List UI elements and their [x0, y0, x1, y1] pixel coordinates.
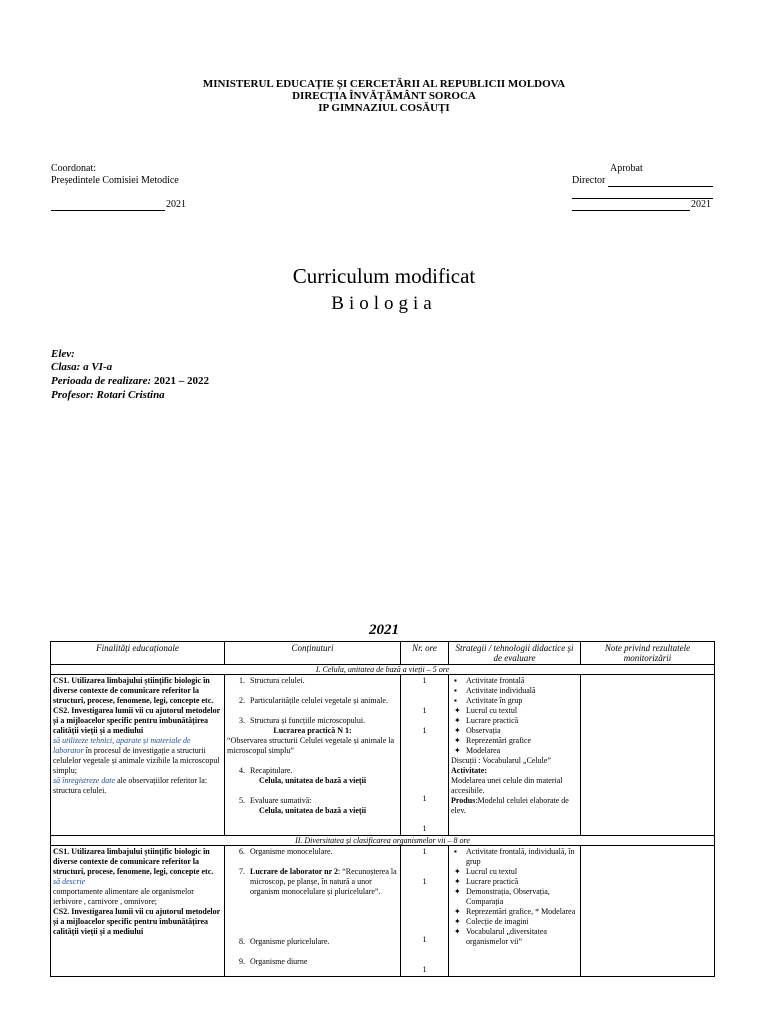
s2-strat-star-2: ✦ Lucrare practică [454, 877, 519, 886]
s1-strat-bullet-2: ▪ Activitate individuală [454, 686, 536, 695]
s1-cs2: CS2. Investigarea lumii vii cu ajutorul metodelor și a mijloacelor specific pentru îmbunătățirea calității vieții și a mediului [53, 706, 221, 735]
school-header: IP GIMNAZIUL COSĂUȚI [318, 102, 450, 114]
period-label: Perioada de realizare: [51, 375, 152, 387]
table-row [51, 675, 715, 836]
coordonat-signature-line [51, 210, 165, 211]
s2-cs2: CS2. Investigarea lumii vii cu ajutorul metodelor și a mijloacelor specific pentru îmbunătățirea calității vieții și a mediului [53, 907, 221, 936]
s1-content-3: 3. Structura și funcțiile microscopului. [239, 716, 366, 725]
s1-hour-1: 1 [422, 676, 427, 685]
header-note: Note privind rezultatele monitorizării [581, 642, 715, 665]
document-title: Curriculum modificat [292, 264, 476, 288]
s1-strategii-cell [449, 675, 581, 836]
elev-label: Elev: [51, 348, 75, 360]
s2-hour-3: 1 [422, 935, 427, 944]
header-nr-ore: Nr. ore [401, 642, 449, 665]
coordonat-year: 2021 [166, 199, 186, 210]
s1-strat-star-1: ✦ Lucrul cu textul [454, 706, 518, 715]
s2-content-9: 9. Organisme diurne [239, 957, 308, 966]
aprobat-year: 2021 [691, 199, 711, 210]
s1-lp-text: “Observarea structurii Celulei vegetale și animale la microscopul simplu” [227, 736, 395, 755]
s1-produs: Produs:Modelul celulei elaborate de elev. [451, 796, 569, 815]
s2-cs1: CS1. Utilizarea limbajului științific biologic în diverse contexte de comunicare referitor la structuri, procese, fenomene, legi, concepte etc. [53, 847, 214, 876]
s2-strategii-cell [449, 846, 581, 977]
s1-content-5: 5. Evaluare sumativă: [239, 796, 312, 805]
s2-strat-bullet-1: ▪ Activitate frontală, individuală, în grup [454, 847, 575, 866]
coordonat-role: Președintele Comisiei Metodice [51, 175, 179, 186]
s1-strat-star-2: ✦ Lucrare practică [454, 716, 519, 725]
s1-strat-star-5: ✦ Modelarea [454, 746, 501, 755]
s1-objective-1-verb: să utilizeze tehnici, aparate și materiale de laborator [53, 736, 191, 755]
direction-header: DIRECȚIA ÎNVĂȚĂMÂNT SOROCA [292, 90, 476, 102]
coordonat-label: Coordonat: [51, 163, 96, 174]
s1-cs1: CS1. Utilizarea limbajului științific biologic în diverse contexte de comunicare referitor la structuri, procese, fenomene, legi, concepte etc. [53, 676, 214, 705]
aprobat-date-line [572, 210, 690, 211]
s2-hours-cell [401, 846, 449, 977]
s1-hour-4: 1 [422, 794, 427, 803]
s2-hour-4: 1 [422, 965, 427, 974]
class-label: Clasa: a VI-a [51, 361, 113, 373]
s1-note-cell [581, 675, 715, 836]
s2-content-7: 7. Lucrare de laborator nr 2: “Recunoșterea la microscop, pe planșe, în natură a unor organism monocelulare și pluricelulare”. [239, 867, 397, 896]
s1-hour-3: 1 [422, 726, 427, 735]
table-row [51, 846, 715, 977]
s1-activitate-label: Activitate: [451, 766, 487, 775]
year-heading: 2021 [369, 622, 399, 638]
s1-lp-title: Lucrarea practică N 1: [273, 726, 352, 735]
s1-objective-3: structura celulei. [53, 786, 107, 795]
header-strategii: Strategii / tehnologii didactice și de evaluare [449, 642, 581, 665]
s2-note-cell [581, 846, 715, 977]
teacher-label: Profesor: Rotari Cristina [51, 389, 165, 401]
period-value: 2021 – 2022 [151, 375, 209, 387]
s1-hour-5: 1 [422, 824, 427, 833]
s2-strat-star-3: ✦ Demonstrația, Observația, Comparația [454, 887, 550, 906]
s2-strat-star-5: ✦ Colecție de imagini [454, 917, 529, 926]
curriculum-table [50, 641, 715, 977]
s1-objective-1-text: în procesul de investigație a structurii celulelor vegetale și animale vizibile la microscopul simplu; [53, 746, 220, 775]
s1-strat-star-4: ✦ Reprezentări grafice [454, 736, 532, 745]
s1-content-1: 1. Structura celulei. [239, 676, 305, 685]
s1-strat-star-3: ✦ Observația [454, 726, 501, 735]
s2-finalitati-cell [51, 846, 225, 977]
s2-content-8: 8. Organisme pluricelulare. [239, 937, 330, 946]
aprobat-label: Aprobat [610, 163, 643, 174]
s2-strat-star-4: ✦ Reprezentări grafice, * Modelarea [454, 907, 576, 916]
section-1-title: I. Celula, unitatea de bază a vieții – 5 ore [51, 665, 715, 675]
subject-title: Biologia [331, 293, 437, 314]
s1-strat-bullet-1: ▪ Activitate frontală [454, 676, 525, 685]
s1-hour-2: 1 [422, 706, 427, 715]
s1-activitate-text: Modelarea unei celule din material accesibile. [451, 776, 563, 795]
header-finalitati: Finalități educaționale [51, 642, 225, 665]
s2-objective-text: comportamente alimentare ale organismelor ierbivore , carnivore , omnivore; [53, 887, 194, 906]
s1-content-2: 2. Particularitățile celulei vegetale și animale. [239, 696, 388, 705]
s1-objective-1 [53, 736, 222, 776]
s1-finalitati-cell [51, 675, 225, 836]
s2-strat-star-6: ✦ Vocabularul „diversitatea organismelor vii” [454, 927, 547, 946]
s1-continuturi-cell [225, 675, 401, 836]
table-header-row [51, 642, 715, 665]
s1-strat-bullet-3: ▪ Activitate în grup [454, 696, 523, 705]
s1-objective-2-verb: să înregistreze date [53, 776, 116, 785]
s1-hours-cell [401, 675, 449, 836]
director-signature-line [608, 186, 713, 187]
s1-discutii: Discuții : Vocabularul „Celule” [451, 756, 551, 765]
s2-continuturi-cell [225, 846, 401, 977]
s2-content-6: 6. Organisme monocelulare. [239, 847, 333, 856]
section-2-title: II. Diversitatea și clasificarea organismelor vii – 8 ore [51, 836, 715, 846]
s1-content-4: 4. Recapitulare. [239, 766, 293, 775]
s2-hour-1: 1 [422, 847, 427, 856]
s1-recap-title: Celula, unitatea de bază a vieții [258, 776, 367, 785]
s2-objective-verb: să descrie [53, 877, 86, 886]
s1-eval-title: Celula, unitatea de bază a vieții [258, 806, 367, 815]
s1-objective-2-text: ale observațiilor referitor la: [115, 776, 208, 785]
header-continuturi: Conținuturi [225, 642, 401, 665]
s1-objective-2 [53, 776, 222, 786]
aprobat-role: Director [572, 175, 606, 186]
period-line [51, 375, 209, 387]
ministry-header: MINISTERUL EDUCAȚIE ȘI CERCETĂRII AL REPUBLICII MOLDOVA [202, 78, 566, 90]
s2-hour-2: 1 [422, 877, 427, 886]
s2-strat-star-1: ✦ Lucrul cu textul [454, 867, 518, 876]
